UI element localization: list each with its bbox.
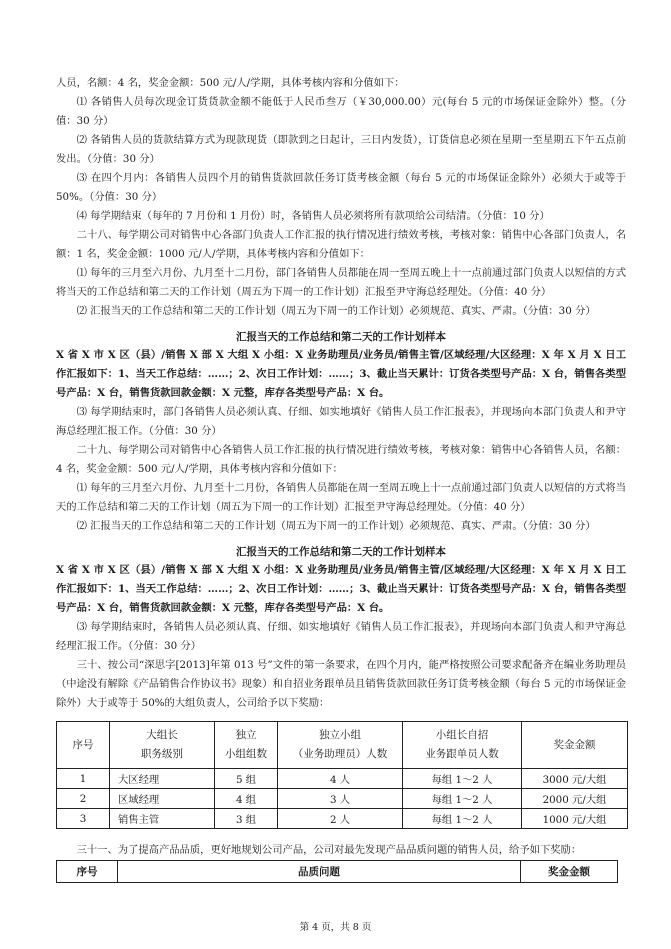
paragraph: ⑴ 每年的三月至六月份、九月至十二月份，部门各销售人员都能在周一至周五晚上十一点前通过部门负责人以短信的方式将当天的工作总结和第二天的工作计划（周五为下周一的工作计划）汇报至尹守海总经理处。（分值：40 分） xyxy=(56,267,626,298)
paragraph: ⑶ 每学期结束时，各销售人员必须认真、仔细、如实地填好《销售人员工作汇报表》，并现场向本部门负责人和尹守海总经理汇报工作。（分值：30 分） xyxy=(56,621,626,652)
cell-groups: 5 组 xyxy=(215,769,278,789)
table-row xyxy=(57,809,628,829)
cell-followers: 每组 1～2 人 xyxy=(403,769,522,789)
paragraph: ⑷ 每学期结束（每年的 7 月份和 1 月份）时，各销售人员必须将所有款项给公司结清。（分值：10 分） xyxy=(76,210,550,222)
page-footer: 第 4 页，共 8 页 xyxy=(299,922,372,933)
cell-bonus: 2000 元/大组 xyxy=(522,789,628,809)
cell-index: 3 xyxy=(57,809,110,829)
cell-followers: 每组 1～2 人 xyxy=(403,789,522,809)
header-cell: 独立小组 （业务助理员）人数 xyxy=(278,722,403,769)
cell-bonus: 3000 元/大组 xyxy=(522,769,628,789)
paragraph: ⑵ 各销售人员的货款结算方式为现款现货（即款到之日起计，三日内发货），订货信息必须在星期一至星期五下午五点前发出。（分值：30 分） xyxy=(56,134,626,165)
header-cell: 大组长 职务级别 xyxy=(110,722,215,769)
paragraph: 人员，名额：4 名，奖金金额：500 元/人/学期，具体考核内容和分值如下： xyxy=(56,77,405,89)
cell-followers: 每组 1～2 人 xyxy=(403,809,522,829)
header-cell: 小组长自招 业务跟单员人数 xyxy=(403,722,522,769)
table-header-row xyxy=(57,861,618,883)
header-cell: 序号 xyxy=(57,861,118,883)
cell-groups: 4 组 xyxy=(215,789,278,809)
paragraph: 三十一、为了提高产品品质，更好地规划公司产品，公司对最先发现产品品质问题的销售人员，给予如下奖励： xyxy=(76,844,582,856)
cell-bonus: 1000 元/大组 xyxy=(522,809,628,829)
document-page xyxy=(56,74,626,883)
header-cell: 奖金金额 xyxy=(522,722,628,769)
cell-assistants: 3 人 xyxy=(278,789,403,809)
header-cell: 独立 小组组数 xyxy=(215,722,278,769)
table-row xyxy=(57,789,628,809)
sample-text: X 省 X 市 X 区（县）/销售 X 部 X 大组 X 小组：X 业务助理员/业务员/销售主管/区域经理/大区经理：X 年 X 月 X 日工作汇报如下：1、当天工作总结：……；2、次日工作计划：……；3、截止当天累计：订货各类型号产品：X 台，销售各类型号产品：X 台，销售货款回款金额：X 元整，库存各类型号产品：X 台。 xyxy=(56,564,626,614)
cell-assistants: 4 人 xyxy=(278,769,403,789)
paragraph: 二十九、每学期公司对销售中心各销售人员工作汇报的执行情况进行绩效考核，考核对象：销售中心各销售人员，名额：4 名，奖金金额：500 元/人/学期，具体考核内容和分值如下： xyxy=(56,444,626,475)
header-cell: 奖金金额 xyxy=(521,861,618,883)
cell-level: 销售主管 xyxy=(110,809,215,829)
cell-index: 2 xyxy=(57,789,110,809)
paragraph: ⑴ 每年的三月至六月份、九月至十二月份，各销售人员都能在周一至周五晚上十一点前通过部门负责人以短信的方式将当天的工作总结和第二天的工作计划（周五为下周一的工作计划）汇报至尹守海总经理处。（分值：40 分） xyxy=(56,482,626,513)
sample-text: X 省 X 市 X 区（县）/销售 X 部 X 大组 X 小组：X 业务助理员/业务员/销售主管/区域经理/大区经理：X 年 X 月 X 日工作汇报如下：1、当天工作总结：……；2、次日工作计划：……；3、截止当天累计：订货各类型号产品：X 台，销售各类型号产品：X 台，销售货款回款金额：X 元整，库存各类型号产品：X 台。 xyxy=(56,349,626,399)
paragraph: ⑶ 在四个月内：各销售人员四个月的销售货款回款任务订货考核金额（每台 5 元的市场保证金除外）必须大于或等于 50%。（分值：30 分） xyxy=(56,172,626,203)
table-row xyxy=(57,769,628,789)
sample-title: 汇报当天的工作总结和第二天的工作计划样本 xyxy=(236,546,446,558)
cell-assistants: 2 人 xyxy=(278,809,403,829)
cell-level: 区域经理 xyxy=(110,789,215,809)
cell-level: 大区经理 xyxy=(110,769,215,789)
table-header-row xyxy=(57,722,628,769)
reward-table xyxy=(56,721,628,829)
paragraph: 三十、按公司“深思字[2013]年第 013 号”文件的第一条要求，在四个月内，能严格按照公司要求配备齐在编业务助理员（中途没有解除《产品销售合作协议书》现象）和自招业务跟单员且销售货款回款任务订货考核金额（每台 5 元的市场保证金除外）大于或等于 50%的大组负责人，公司给予以下奖励： xyxy=(56,659,626,709)
header-cell: 品质问题 xyxy=(118,861,521,883)
sample-title: 汇报当天的工作总结和第二天的工作计划样本 xyxy=(236,331,446,343)
paragraph: 二十八、每学期公司对销售中心各部门负责人工作汇报的执行情况进行绩效考核，考核对象：销售中心各部门负责人，名额：1 名，奖金金额：1000 元/人/学期，具体考核内容和分值如下： xyxy=(56,229,626,260)
paragraph: ⑵ 汇报当天的工作总结和第二天的工作计划（周五为下周一的工作计划）必须规范、真实、严肃。（分值：30 分） xyxy=(76,305,596,317)
paragraph: ⑵ 汇报当天的工作总结和第二天的工作计划（周五为下周一的工作计划）必须规范、真实、严肃。（分值：30 分） xyxy=(76,520,596,532)
cell-index: 1 xyxy=(57,769,110,789)
paragraph: ⑶ 每学期结束时，部门各销售人员必须认真、仔细、如实地填好《销售人员工作汇报表》，并现场向本部门负责人和尹守海总经理汇报工作。（分值：30 分） xyxy=(56,406,626,437)
paragraph: ⑴ 各销售人员每次现金订货货款金额不能低于人民币叁万（￥30,000.00）元(每台 5 元的市场保证金除外）整。（分值：30 分） xyxy=(56,96,626,127)
quality-reward-table xyxy=(56,860,618,883)
header-cell: 序号 xyxy=(57,722,110,769)
cell-groups: 3 组 xyxy=(215,809,278,829)
